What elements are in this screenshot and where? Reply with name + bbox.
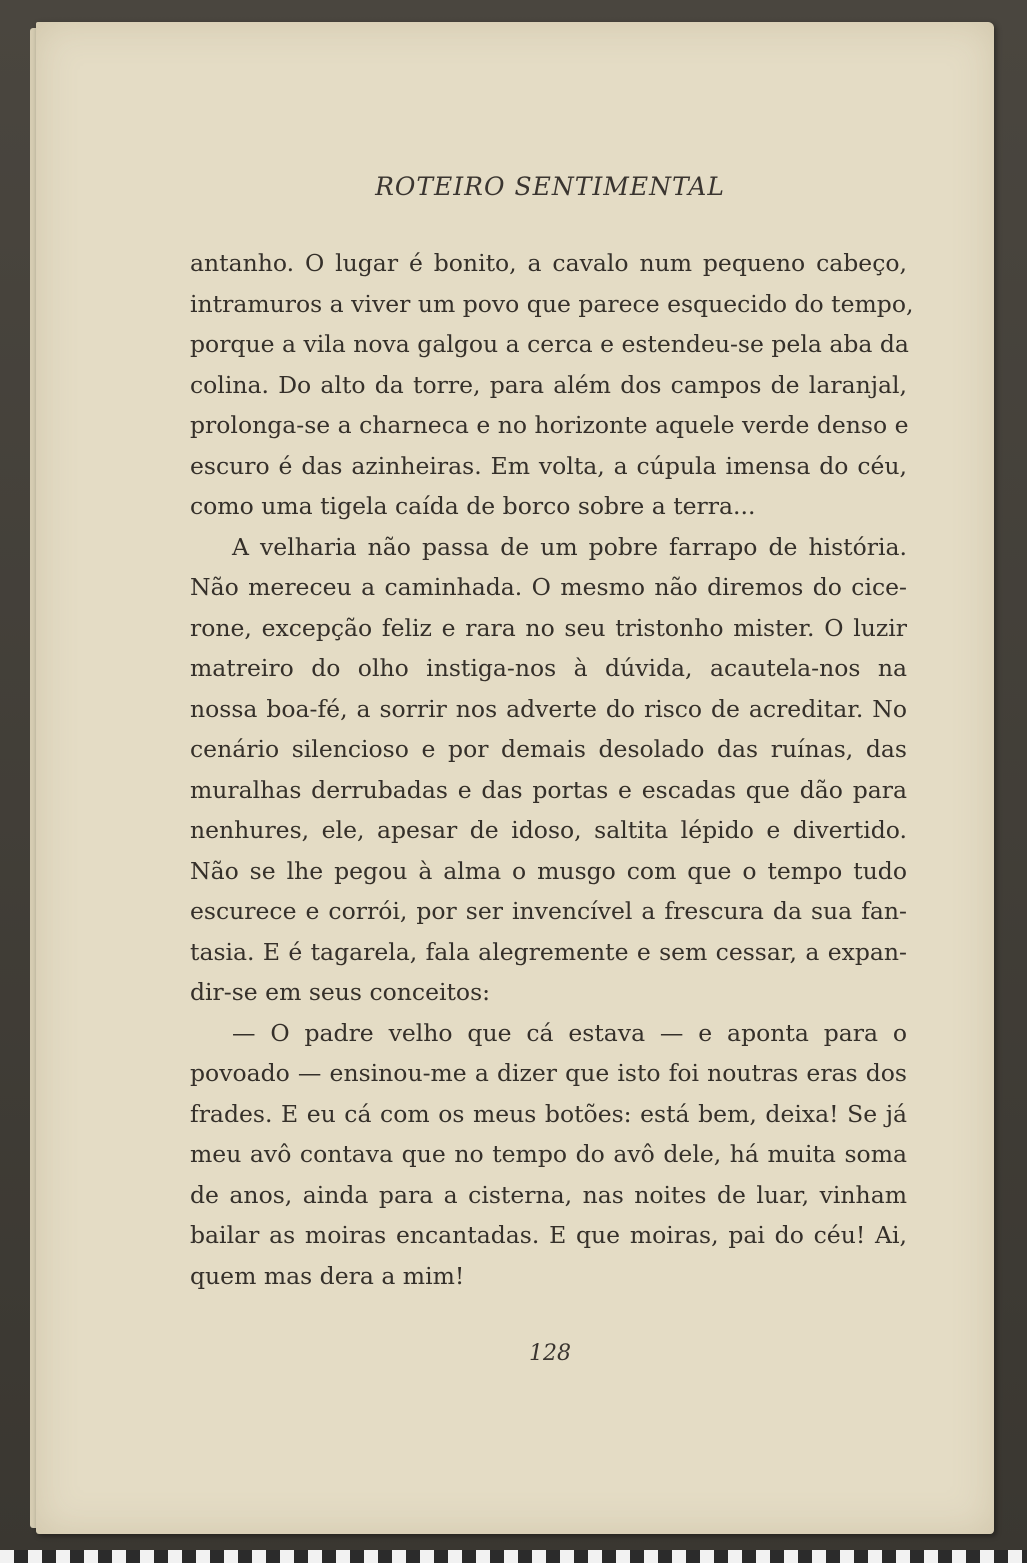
scan-calibration-strip — [0, 1550, 1027, 1563]
text-line: bailar as moiras encantadas. E que moiras, pai do céu! Ai, — [190, 1221, 907, 1249]
text-line: — O padre velho que cá estava — e aponta para o — [232, 1018, 907, 1047]
text-line: nossa boa-fé, a sorrir nos adverte do risco de acreditar. No — [190, 694, 907, 723]
page-number: 128 — [529, 1341, 571, 1366]
text-line: muralhas derrubadas e das portas e escadas que dão para — [190, 775, 907, 804]
text-line: cenário silencioso e por demais desolado das ruínas, das — [190, 735, 907, 763]
text-line: escurece e corrói, por ser invencível a frescura da sua fan- — [190, 897, 907, 925]
text-line: escuro é das azinheiras. Em volta, a cúpula imensa do céu, — [190, 451, 907, 480]
text-line: matreiro do olho instiga-nos à dúvida, acautela-nos na — [190, 654, 907, 682]
running-head: ROTEIRO SENTIMENTAL — [375, 172, 725, 201]
text-line: colina. Do alto da torre, para além dos campos de laranjal, — [190, 370, 907, 399]
text-line: como uma tigela caída de borco sobre a terra... — [190, 492, 756, 520]
text-line: de anos, ainda para a cisterna, nas noites de luar, vinham — [190, 1180, 907, 1209]
text-line: nenhures, ele, apesar de idoso, saltita lépido e divertido. — [190, 816, 907, 844]
text-line: antanho. O lugar é bonito, a cavalo num pequeno cabeço, — [190, 249, 907, 277]
text-line: Não mereceu a caminhada. O mesmo não diremos do cice- — [190, 573, 907, 601]
text-line: Não se lhe pegou à alma o musgo com que o tempo tudo — [190, 856, 907, 885]
text-line: porque a vila nova galgou a cerca e estendeu-se pela aba da — [190, 330, 909, 358]
text-line: A velharia não passa de um pobre farrapo de história. — [232, 532, 907, 561]
text-line: quem mas dera a mim! — [190, 1261, 465, 1290]
text-line: prolonga-se a charneca e no horizonte aquele verde denso e — [190, 411, 909, 439]
body-text — [190, 243, 914, 1296]
text-line: rone, excepção feliz e rara no seu tristonho mister. O luzir — [190, 613, 907, 642]
text-line: povoado — ensinou-me a dizer que isto foi noutras eras dos — [190, 1059, 907, 1087]
text-line: tasia. E é tagarela, fala alegremente e sem cessar, a expan- — [190, 937, 907, 966]
text-line: dir-se em seus conceitos: — [190, 978, 491, 1006]
text-line: intramuros a viver um povo que parece esquecido do tempo, — [190, 289, 914, 318]
text-line: frades. E eu cá com os meus botões: está bem, deixa! Se já — [190, 1099, 907, 1128]
text-line: meu avô contava que no tempo do avô dele, há muita soma — [190, 1140, 907, 1168]
